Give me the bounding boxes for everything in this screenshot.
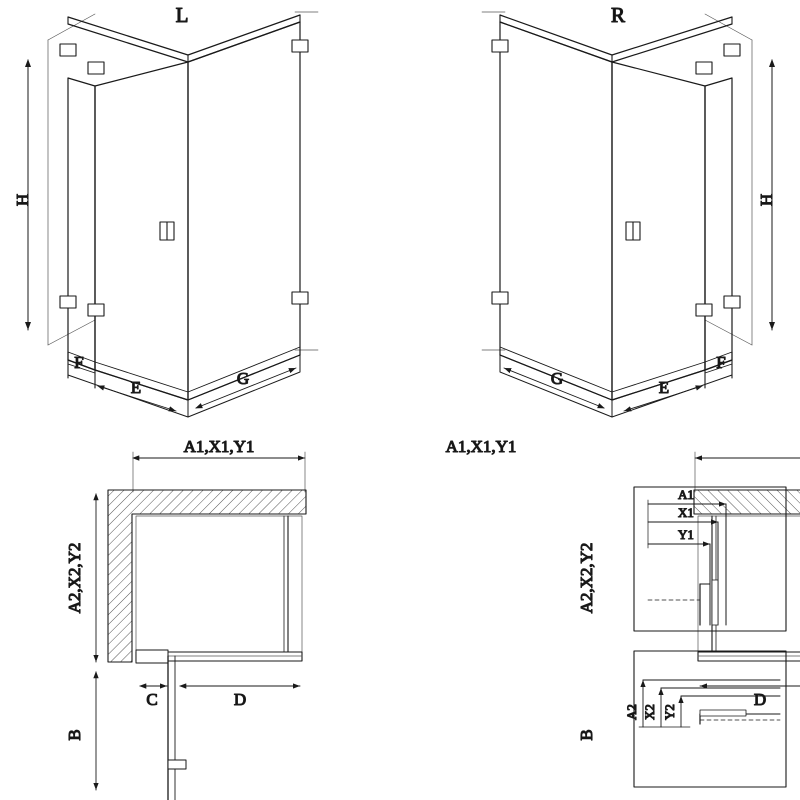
label-f-left: F <box>74 353 84 372</box>
label-a2x2y2-left: A2,X2,Y2 <box>65 542 84 614</box>
label-c-left: C <box>146 690 158 709</box>
detail-label-y1: Y1 <box>678 527 694 542</box>
view-label-right: R <box>610 3 626 27</box>
label-f-right: F <box>716 353 726 372</box>
iso-view-right <box>482 12 772 417</box>
label-b-right: B <box>577 729 596 741</box>
label-a1x1y1-left: A1,X1,Y1 <box>183 437 255 456</box>
label-h-right: H <box>757 193 776 207</box>
label-g-left: G <box>236 369 250 388</box>
plan-panels-left <box>136 516 302 800</box>
dim-b-left <box>65 672 96 790</box>
detail-label-a1: A1 <box>678 487 694 502</box>
label-a1x1y1-right: A1,X1,Y1 <box>445 437 517 456</box>
view-label-left: L <box>175 3 189 27</box>
label-d-left: D <box>233 690 247 709</box>
dim-a1x1y1-left <box>133 437 305 492</box>
detail-label-a2: A2 <box>624 704 639 720</box>
detail-label-x2: X2 <box>642 704 657 720</box>
dim-a2x2y2-left <box>65 494 96 662</box>
label-b-left: B <box>65 729 84 741</box>
handle-right <box>626 222 640 240</box>
detail-bottom-right <box>624 651 786 787</box>
detail-label-x1: X1 <box>678 505 694 520</box>
handle-left <box>160 222 174 240</box>
dim-cd-left <box>140 686 300 709</box>
label-d-right: D <box>753 690 767 709</box>
label-a2x2y2-right: A2,X2,Y2 <box>577 542 596 614</box>
label-e-left: E <box>130 378 142 397</box>
dim-h-left <box>13 60 32 330</box>
dim-feg-left <box>68 352 296 411</box>
label-e-right: E <box>658 378 670 397</box>
label-g-right: G <box>550 369 564 388</box>
iso-view-left <box>13 3 318 417</box>
label-h-left: H <box>13 193 32 207</box>
detail-label-y2: Y2 <box>662 704 677 720</box>
plan-view-left <box>65 437 306 800</box>
